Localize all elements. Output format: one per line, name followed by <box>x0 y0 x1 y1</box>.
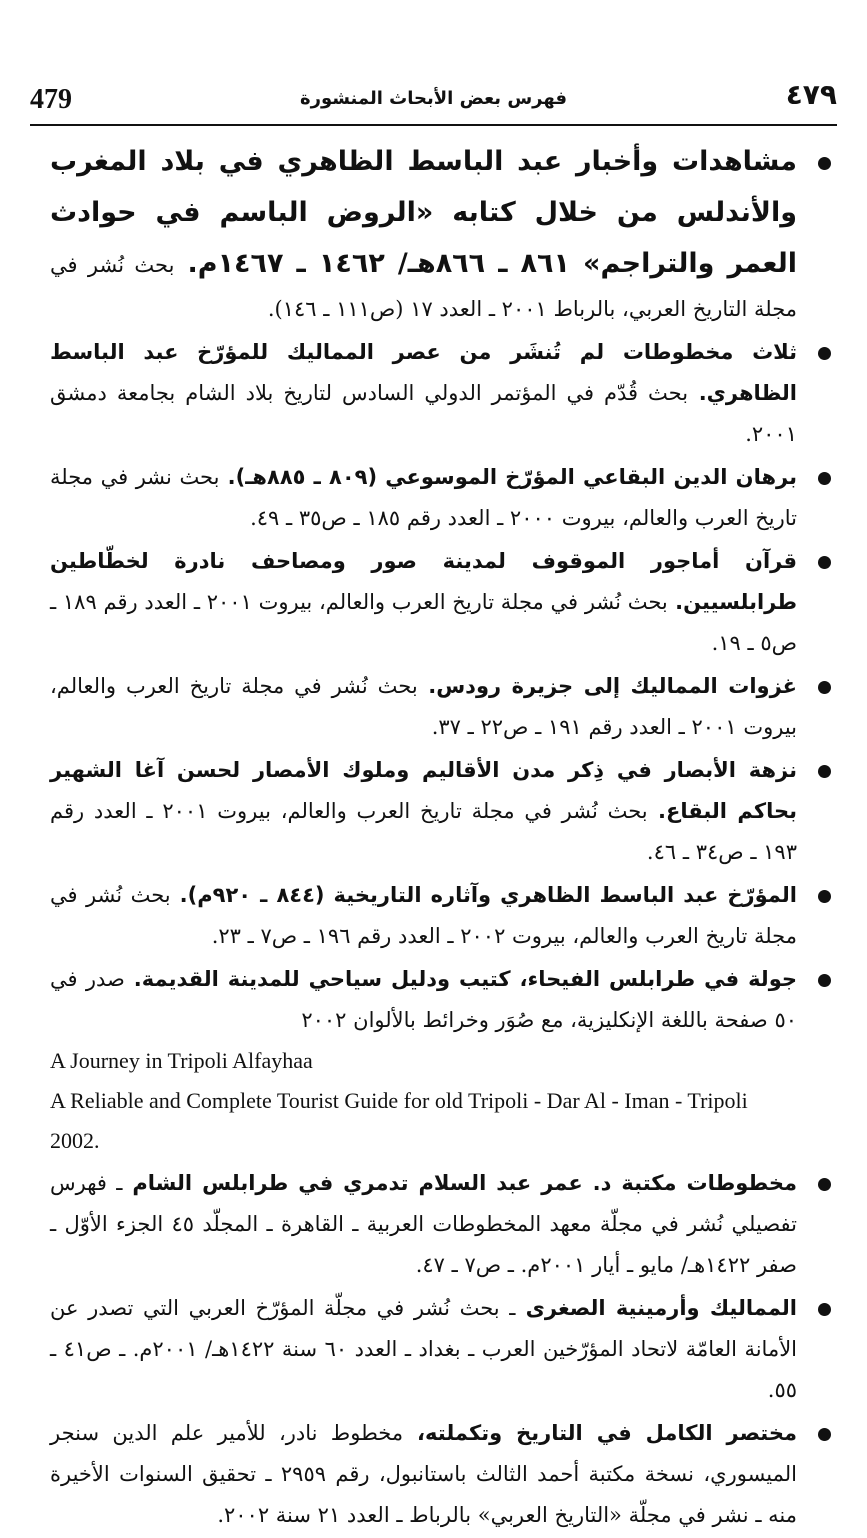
bullet-icon <box>818 1178 831 1191</box>
bullet-icon <box>818 1303 831 1316</box>
entry-body: ـ بحث نُشر في مجلّة المؤرّخ العربي التي تصدر عن الأمانة العامّة لاتحاد المؤرّخين العرب ـ بغداد ـ العدد ٦٠ سنة ١٤٢٢هـ/ ٢٠٠١م. ـ ص٤١ ـ ٥٥. <box>50 1296 798 1402</box>
entry-title: قرآن أماجور الموقوف لمدينة صور ومصاحف نادرة لخطّاطين طرابلسيين. <box>50 549 798 614</box>
page-number-arabic: ٤٧٩ <box>785 78 837 111</box>
list-item <box>50 750 837 873</box>
bullet-icon <box>818 472 831 485</box>
entry-title: المؤرّخ عبد الباسط الظاهري وآثاره التاريخية (٨٤٤ ـ ٩٢٠م). <box>170 883 797 907</box>
entry-title: نزهة الأبصار في ذِكر مدن الأقاليم وملوك الأمصار لحسن آغا الشهير بحاكم البقاع. <box>50 758 797 823</box>
running-title: فهرس بعض الأبحاث المنشورة <box>299 88 568 109</box>
list-item <box>50 136 837 330</box>
list-item <box>50 1288 837 1411</box>
entry-title: مختصر الكامل في التاريخ وتكملته، <box>403 1421 797 1445</box>
english-title-line: A Journey in Tripoli Alfayhaa <box>50 1048 313 1073</box>
list-item <box>50 457 837 539</box>
english-subtitle-line: A Reliable and Complete Tourist Guide for old Tripoli - Dar Al - Iman - Tripoli 2002. <box>50 1088 748 1153</box>
entry-body: بحث نُشر في مجلة التاريخ العربي، بالرباط ٢٠٠١ ـ العدد ١٧ (ص١١١ ـ ١٤٦). <box>50 253 797 321</box>
page-number-latin: 479 <box>30 84 72 115</box>
entry-title: مخطوطات مكتبة د. عمر عبد السلام تدمري في طرابلس الشام <box>122 1171 797 1195</box>
list-item <box>50 541 837 664</box>
list-item <box>50 1163 837 1286</box>
entry-body: بحث قُدّم في المؤتمر الدولي السادس لتاريخ بلاد الشام بجامعة دمشق ٢٠٠١. <box>50 381 797 446</box>
entry-title: مشاهدات وأخبار عبد الباسط الظاهري في بلاد المغرب والأندلس من خلال كتابه «الروض الباسم في حوادث العمر والتراجم» ٨٦١ ـ ٨٦٦هـ/ ١٤٦٢ ـ ١٤٦٧م. <box>50 146 797 279</box>
list-item <box>50 1413 837 1536</box>
entry-body: بحث نُشر في مجلة تاريخ العرب والعالم، بيروت ٢٠٠١ ـ العدد رقم ١٩٣ ـ ص٣٤ ـ ٤٦. <box>50 799 797 864</box>
entry-title: غزوات المماليك إلى جزيرة رودس. <box>417 674 797 698</box>
entry-body: صدر في ٥٠ صفحة باللغة الإنكليزية، مع صُوَر وخرائط بالألوان ٢٠٠٢ <box>50 967 797 1032</box>
bullet-icon <box>818 681 831 694</box>
bullet-icon <box>818 347 831 360</box>
publication-list <box>50 136 837 1538</box>
list-item <box>50 959 837 1161</box>
bullet-icon <box>818 1428 831 1441</box>
list-item <box>50 332 837 455</box>
entry-title: برهان الدين البقاعي المؤرّخ الموسوعي (٨٠٩ ـ ٨٨٥هـ). <box>219 465 797 489</box>
entry-body: بحث نُشر في مجلة تاريخ العرب والعالم، بيروت ٢٠٠٢ ـ العدد رقم ١٩٦ ـ ص٧ ـ ٢٣. <box>50 883 797 948</box>
header-rule <box>30 124 837 126</box>
entry-body: بحث نشر في مجلة تاريخ العرب والعالم، بيروت ٢٠٠٠ ـ العدد رقم ١٨٥ ـ ص٣٥ ـ ٤٩. <box>50 465 797 530</box>
bullet-icon <box>818 556 831 569</box>
entry-title: جولة في طرابلس الفيحاء، كتيب ودليل سياحي للمدينة القديمة. <box>124 967 797 991</box>
bullet-icon <box>818 765 831 778</box>
entry-title: ثلاث مخطوطات لم تُنشَر من عصر المماليك للمؤرّخ عبد الباسط الظاهري. <box>50 340 797 405</box>
entry-body: مخطوط نادر، للأمير علم الدين سنجر الميسوري، نسخة مكتبة أحمد الثالث باستانبول، رقم ٢٩٥٩ ـ تحقيق السنوات الأخيرة منه ـ نشر في مجلّة «التاريخ العربي» بالرباط ـ العدد ٢١ سنة ٢٠٠٢. <box>50 1421 798 1527</box>
page-header <box>30 78 837 118</box>
entry-body: بحث نُشر في مجلة تاريخ العرب والعالم، بيروت ٢٠٠١ ـ العدد رقم ١٨٩ ـ ص٥ ـ ١٩. <box>50 590 797 655</box>
entry-title: المماليك وأرمينية الصغرى <box>515 1296 797 1320</box>
bullet-icon <box>818 890 831 903</box>
entry-body: بحث نُشر في مجلة تاريخ العرب والعالم، بيروت ٢٠٠١ ـ العدد رقم ١٩١ ـ ص٢٢ ـ ٣٧. <box>50 674 797 739</box>
bullet-icon <box>818 974 831 987</box>
entry-body: ـ فهرس تفصيلي نُشر في مجلّة معهد المخطوطات العربية ـ القاهرة ـ المجلّد ٤٥ الجزء الأوّل ـ صفر ١٤٢٢هـ/ مايو ـ أيار ٢٠٠١م. ـ ص٧ ـ ٤٧. <box>50 1171 797 1277</box>
list-item <box>50 875 837 957</box>
list-item <box>50 666 837 748</box>
bullet-icon <box>818 157 831 170</box>
